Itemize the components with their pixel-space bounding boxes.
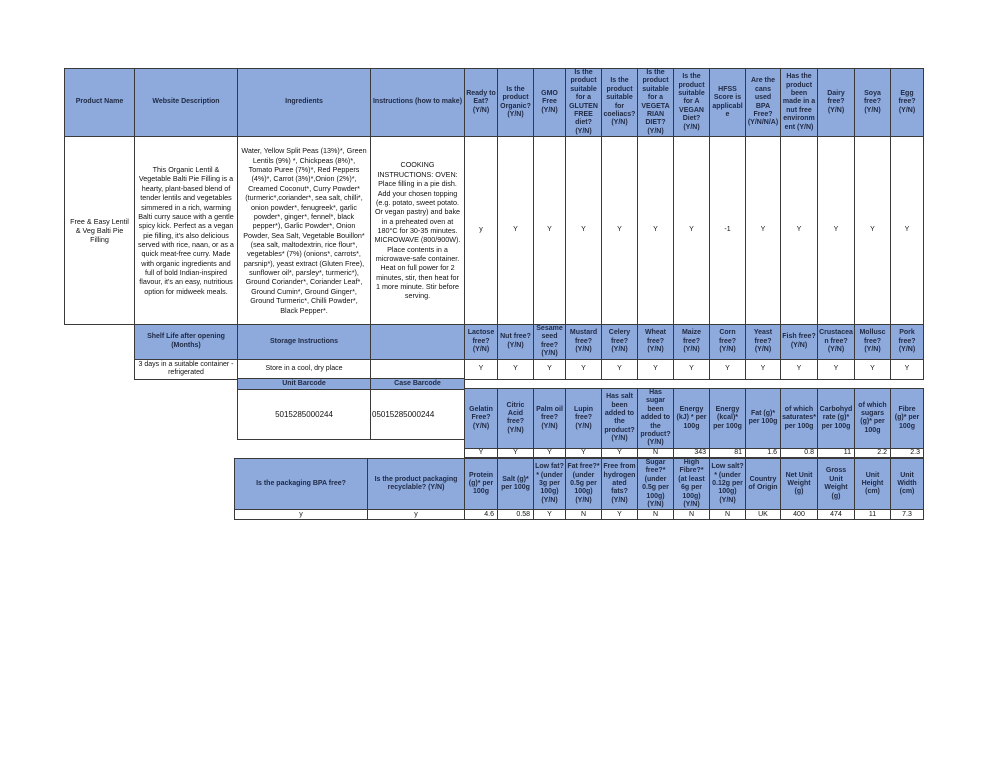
packaging-table [234,458,924,520]
header-ingredients: Ingredients [238,69,371,137]
header-lactose-free: Lactose free? (Y/N) [465,325,498,360]
value-crustacean-free: Y [818,359,855,379]
value-hydrogenated-free: Y [602,510,638,520]
value-hfss: -1 [710,137,746,325]
header-celery-free: Celery free? (Y/N) [602,325,638,360]
header-fat: Fat (g)* per 100g [746,389,781,449]
value-soya-free: Y [855,137,891,325]
value-energy-kj: 343 [674,448,710,457]
header-nut-free: Nut free? (Y/N) [498,325,534,360]
value-unit-width: 7.3 [891,510,924,520]
value-mollusc-free: Y [855,359,891,379]
header-lupin-free: Lupin free? (Y/N) [566,389,602,449]
value-low-fat: Y [534,510,566,520]
header-hydrogenated-free: Free from hydrogenated fats? (Y/N) [602,459,638,510]
value-protein: 4.6 [465,510,498,520]
header-nut-free-env: Has the product been made in a nut free environment (Y/N) [781,69,818,137]
packaging-header-row [235,459,924,510]
value-sugar-free: N [638,510,674,520]
value-coeliacs: Y [602,137,638,325]
header-dairy-free: Dairy free? (Y/N) [818,69,855,137]
website-description: This Organic Lentil & Vegetable Balti Pie Filling is a hearty, plant-based blend of tender lentils and vegetables simmered in a rich, warming Balti curry sauce with a gentle spicy kick. Perfect as a vegan pie filling, it's also delicious served with rice, naan, or as a quick meat-free curry. Made with organic ingredients and full of bold Indian-inspired flavour, it's an easy, nutritious option for midweek meals. [135,137,238,325]
header-high-fibre: High Fibre?* (at least 6g per 100g) (Y/N) [674,459,710,510]
value-celery-free: Y [602,359,638,379]
product-header-row [65,69,924,137]
header-low-fat: Low fat?* (under 3g per 100g) (Y/N) [534,459,566,510]
product-table [64,68,924,325]
value-gelatin-free: Y [465,448,498,457]
header-coeliacs: Is the product suitable for coeliacs? (Y/N) [602,69,638,137]
instructions: COOKING INSTRUCTIONS: OVEN: Place filling in a pie dish. Add your chosen topping (e.g. potato, sweet potato. Or vegan pastry) and bake in a preheated oven at 180°C for 30-35 minutes. MICROWAVE (800/900W). Place contents in a microwave-safe container. Heat on full power for 2 minutes, stir, then heat for 1 more minute. Stir before serving. [371,137,465,325]
header-unit-height: Unit Height (cm) [855,459,891,510]
value-fat-free: N [566,510,602,520]
value-vegan: Y [674,137,710,325]
value-carbohydrate: 11 [818,448,855,457]
value-energy-kcal: 81 [710,448,746,457]
header-energy-kcal: Energy (kcal)* per 100g [710,389,746,449]
storage-instructions: Store in a cool, dry place [238,359,371,379]
value-fish-free: Y [781,359,818,379]
value-mustard-free: Y [566,359,602,379]
case-barcode: 05015285000244 [371,390,465,440]
header-net-weight: Net Unit Weight (g) [781,459,818,510]
header-salt-added: Has salt been added to the product? (Y/N) [602,389,638,449]
header-fat-free: Fat free?* (under 0.5g per 100g) (Y/N) [566,459,602,510]
barcode-table [237,378,465,440]
header-packaging-bpa-free: Is the packaging BPA free? [235,459,368,510]
header-sugars: of which sugars (g)* per 100g [855,389,891,449]
header-mollusc-free: Mollusc free? (Y/N) [855,325,891,360]
shelf-life: 3 days in a suitable container - refrigerated [135,359,238,379]
value-palm-oil-free: Y [534,448,566,457]
header-sesame-free: Sesame seed free? (Y/N) [534,325,566,360]
header-citric-acid-free: Citric Acid free? (Y/N) [498,389,534,449]
value-unit-height: 11 [855,510,891,520]
nutrition-table [464,388,924,458]
value-saturates: 0.8 [781,448,818,457]
value-corn-free: Y [710,359,746,379]
header-product-name: Product Name [65,69,135,137]
blank-cell [371,359,465,379]
header-pork-free: Pork free? (Y/N) [891,325,924,360]
header-country-of-origin: Country of Origin [746,459,781,510]
header-fish-free: Fish free? (Y/N) [781,325,818,360]
header-sugar-added: Has sugar been added to the product? (Y/N) [638,389,674,449]
allergen-data-row [135,359,924,379]
value-high-fibre: N [674,510,710,520]
packaging-data-row [235,510,924,520]
value-vegetarian: Y [638,137,674,325]
allergen-header-row [135,325,924,360]
header-packaging-recyclable: Is the product packaging recyclable? (Y/N) [368,459,465,510]
value-sugar-added: N [638,448,674,457]
value-wheat-free: Y [638,359,674,379]
value-fat: 1.6 [746,448,781,457]
product-data-row [65,137,924,325]
header-organic: Is the product Organic? (Y/N) [498,69,534,137]
header-salt: Salt (g)* per 100g [498,459,534,510]
value-maize-free: Y [674,359,710,379]
header-protein: Protein (g)* per 100g [465,459,498,510]
header-saturates: of which saturates* per 100g [781,389,818,449]
header-unit-barcode: Unit Barcode [238,379,371,390]
value-pork-free: Y [891,359,924,379]
value-dairy-free: Y [818,137,855,325]
header-crustacean-free: Crustacean free? (Y/N) [818,325,855,360]
header-carbohydrate: Carbohydrate (g)* per 100g [818,389,855,449]
ingredients: Water, Yellow Split Peas (13%)*, Green Lentils (9%) *, Chickpeas (8%)*, Tomato Puree (7%)*, Red Peppers (4%)*, Carrot (3%)*,Onion (2%)*, Creamed Coconut*, Curry Powder*(turmeric*,coriander*, sea salt, chilli*, onion powder*, fenugreek*, garlic powder*, ginger*, fennel*, black pepper*), Garlic Powder*, Onion Powder, Sea Salt, Vegetable Bouillon* (sea salt, maltodextrin, rice flour*, vegetables* (7%) (onions*, carrots*, parsnip*), yeast extract (Gluten Free), sunflower oil*, parsley*, turmeric*), Ground Coriander*, Coriander Leaf*, Ground Cumin*, Ground Ginger*, Ground Turmeric*, Chilli Powder*, Black Pepper*. [238,137,371,325]
value-nut-free: Y [498,359,534,379]
value-gross-weight: 474 [818,510,855,520]
header-ready-to-eat: Ready to Eat? (Y/N) [465,69,498,137]
value-ready-to-eat: y [465,137,498,325]
header-gluten-free: Is the product suitable for a GLUTEN FREE diet? (Y/N) [566,69,602,137]
value-fibre: 2.3 [891,448,924,457]
header-egg-free: Egg free? (Y/N) [891,69,924,137]
value-sesame-free: Y [534,359,566,379]
header-fibre: Fibre (g)* per 100g [891,389,924,449]
value-yeast-free: Y [746,359,781,379]
header-bpa-cans: Are the cans used BPA Free? (Y/N/N/A) [746,69,781,137]
header-website-description: Website Description [135,69,238,137]
header-gross-weight: Gross Unit Weight (g) [818,459,855,510]
header-storage: Storage Instructions [238,325,371,360]
header-sugar-free: Sugar free?* (under 0.5g per 100g) (Y/N) [638,459,674,510]
header-instructions: Instructions (how to make) [371,69,465,137]
header-gmo-free: GMO Free (Y/N) [534,69,566,137]
value-bpa-cans: Y [746,137,781,325]
value-lupin-free: Y [566,448,602,457]
header-maize-free: Maize free? (Y/N) [674,325,710,360]
value-net-weight: 400 [781,510,818,520]
nutrition-header-row [465,389,924,449]
header-hfss: HFSS Score is applicable [710,69,746,137]
value-lactose-free: Y [465,359,498,379]
header-shelf-life: Shelf Life after opening (Months) [135,325,238,360]
barcode-data-row [238,390,465,440]
header-unit-width: Unit Width (cm) [891,459,924,510]
value-salt-added: Y [602,448,638,457]
header-gelatin-free: Gelatin Free? (Y/N) [465,389,498,449]
header-blank [371,325,465,360]
value-packaging-bpa-free: y [235,510,368,520]
header-corn-free: Corn free? (Y/N) [710,325,746,360]
value-gluten-free: Y [566,137,602,325]
value-organic: Y [498,137,534,325]
header-palm-oil-free: Palm oil free? (Y/N) [534,389,566,449]
value-salt: 0.58 [498,510,534,520]
unit-barcode: 5015285000244 [238,390,371,440]
product-name: Free & Easy Lentil & Veg Balti Pie Filling [65,137,135,325]
value-citric-acid-free: Y [498,448,534,457]
header-energy-kj: Energy (kJ) * per 100g [674,389,710,449]
value-low-salt: N [710,510,746,520]
value-sugars: 2.2 [855,448,891,457]
value-nut-free-env: Y [781,137,818,325]
header-vegan: Is the product suitable for A VEGAN Diet? (Y/N) [674,69,710,137]
barcode-header-row [238,379,465,390]
header-mustard-free: Mustard free? (Y/N) [566,325,602,360]
header-case-barcode: Case Barcode [371,379,465,390]
header-soya-free: Soya free? (Y/N) [855,69,891,137]
nutrition-data-row [465,448,924,457]
header-yeast-free: Yeast free? (Y/N) [746,325,781,360]
value-gmo-free: Y [534,137,566,325]
header-vegetarian: Is the product suitable for a VEGETARIAN DIET? (Y/N) [638,69,674,137]
header-low-salt: Low salt?* (under 0.12g per 100g) (Y/N) [710,459,746,510]
value-country-of-origin: UK [746,510,781,520]
value-packaging-recyclable: y [368,510,465,520]
allergen-table [134,324,924,380]
header-wheat-free: Wheat free? (Y/N) [638,325,674,360]
value-egg-free: Y [891,137,924,325]
